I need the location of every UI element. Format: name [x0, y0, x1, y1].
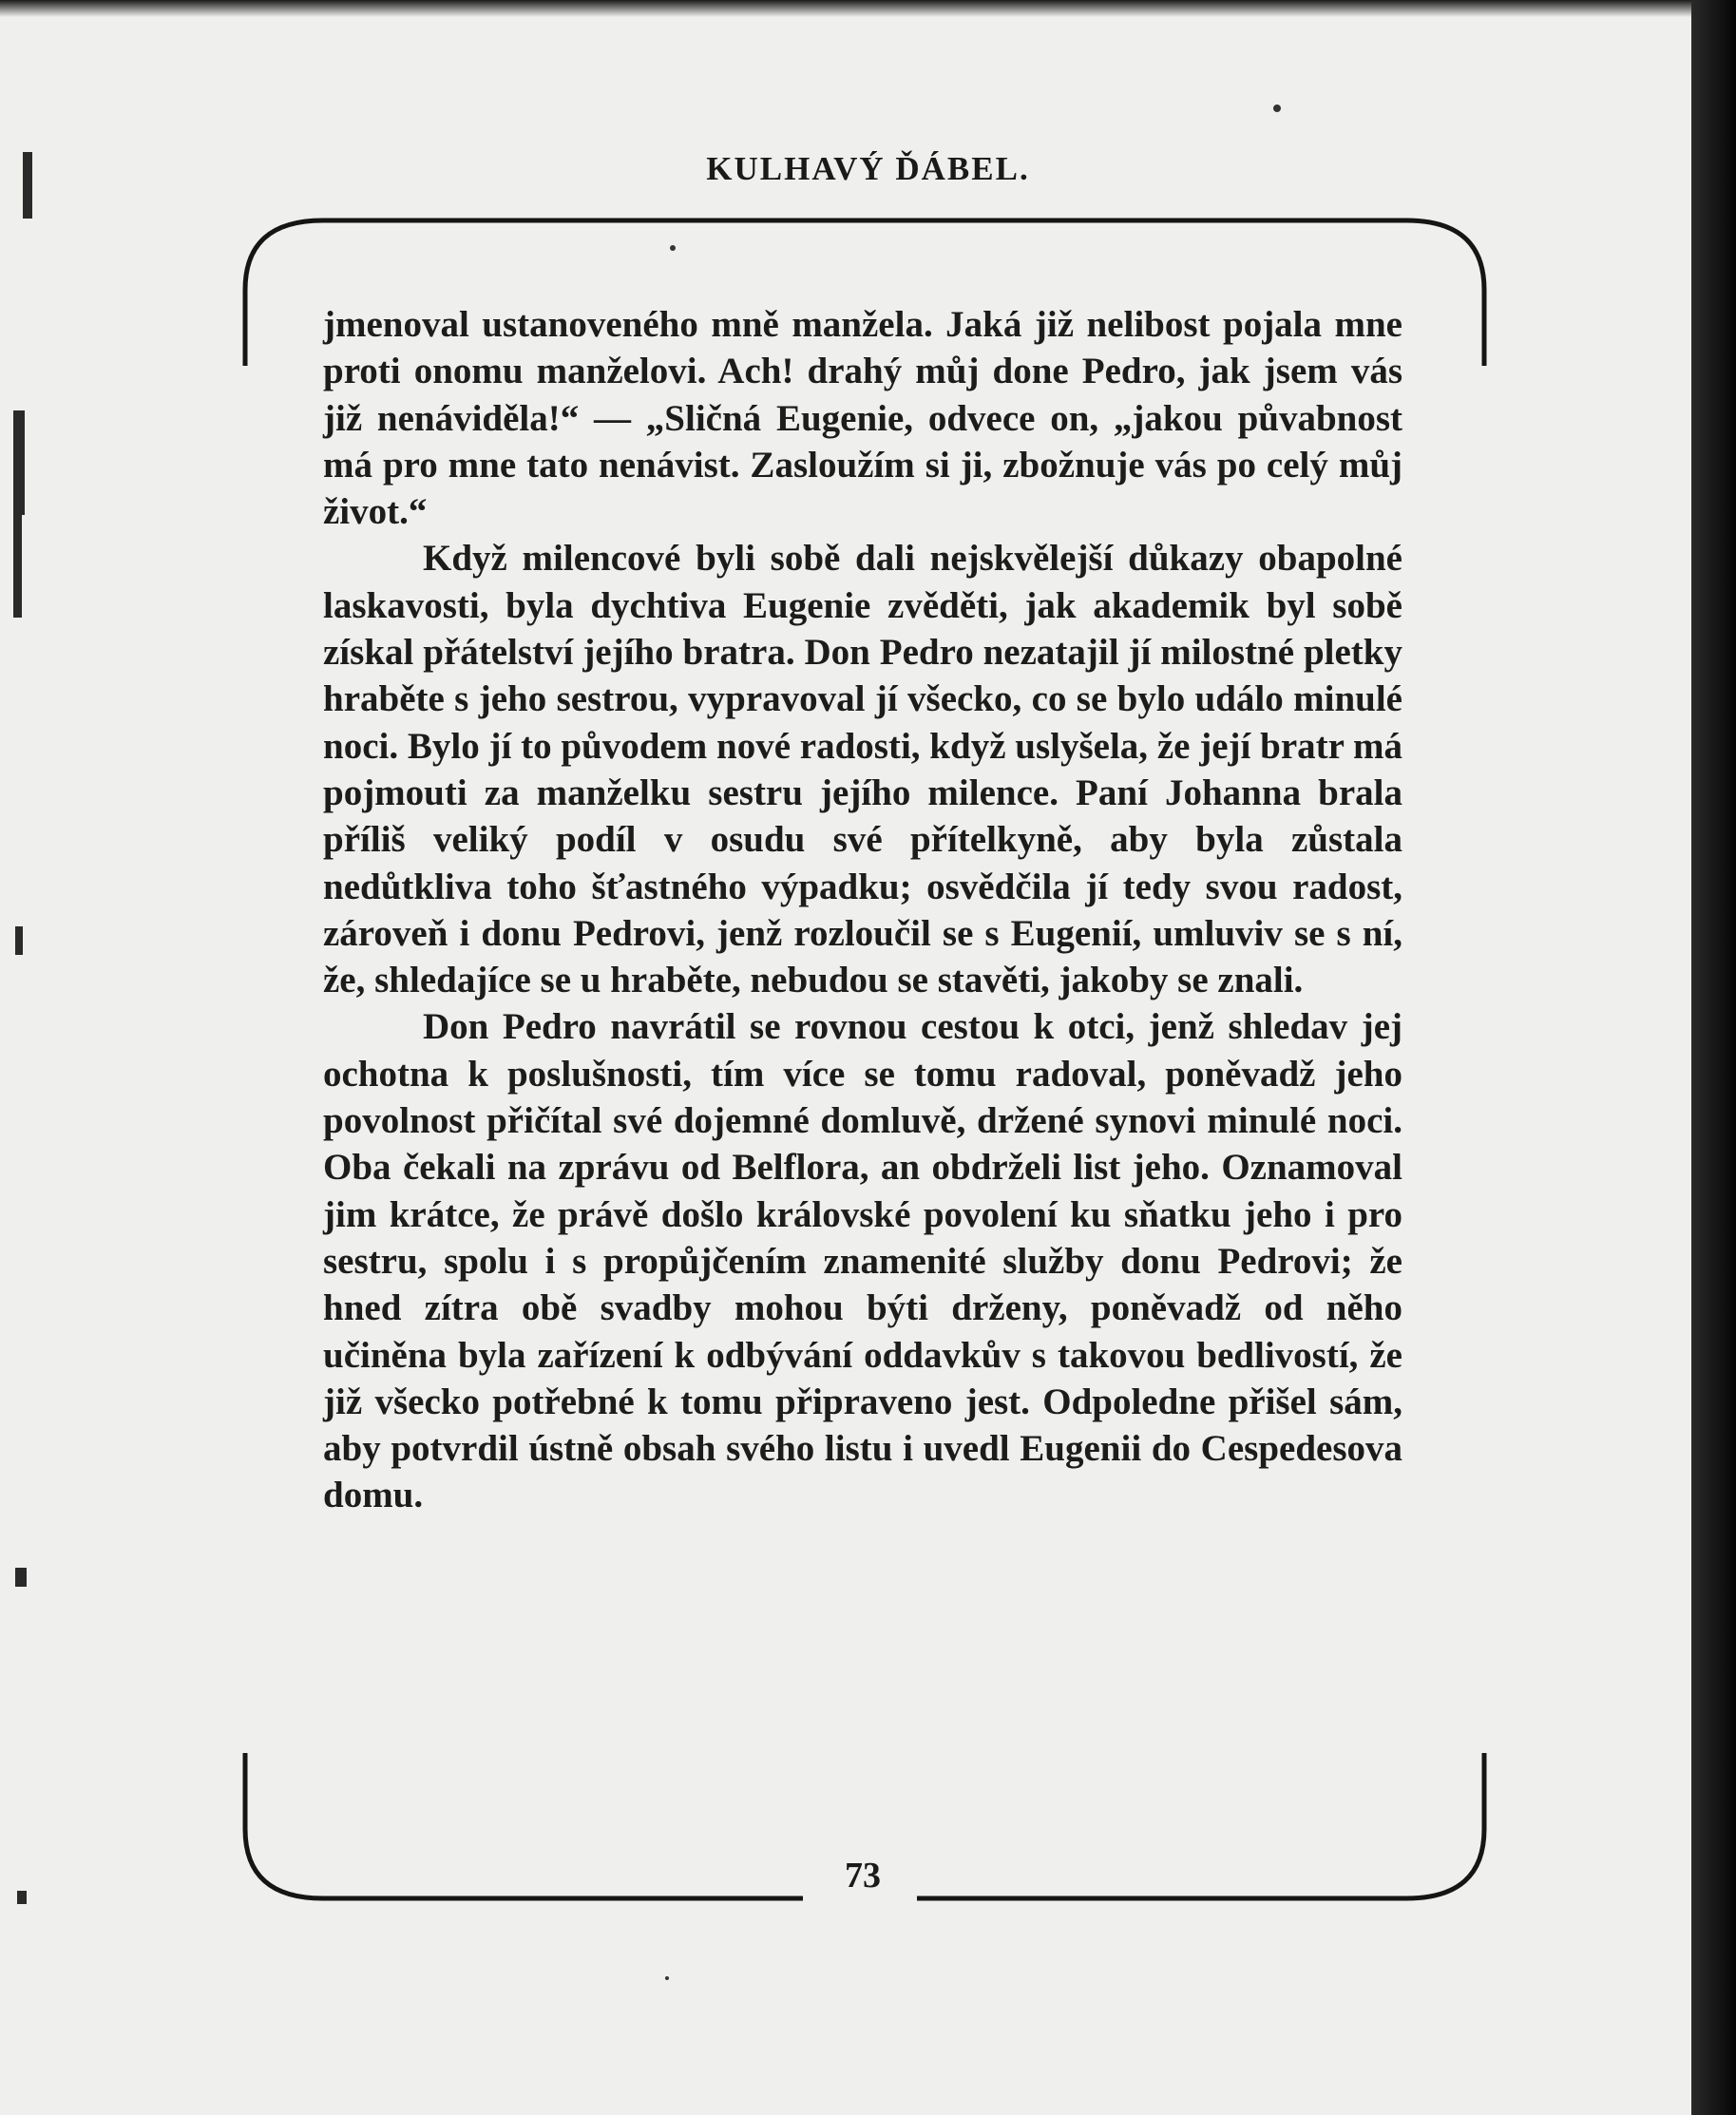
page-number: 73	[845, 1856, 881, 1896]
paragraph: Když milencové byli sobě dali nejskvělejší důkazy obapolné laskavosti, byla dychtiva Eugenie zvěděti, jak akademik byl sobě získal přátelství jejího bratra. Don Pedro nezatajil jí milostné pletky hraběte s jeho sestrou, vypravoval jí všecko, co se bylo událo minulé noci. Bylo jí to původem nové radosti, když uslyšela, že její bratr má pojmouti za manželku sestru jejího milence. Paní Johanna brala příliš veliký podíl v osudu své přítelkyně, aby byla zůstala nedůtkliva toho šťastného výpadku; osvědčila jí tedy svou radost, zároveň i donu Pedrovi, jenž rozloučil se s Eugenií, umluviv se s ní, že, shledajíce se u hraběte, nebudou se stavěti, jakoby se znali.	[323, 538, 1402, 1001]
paragraph: jmenoval ustanoveného mně manžela. Jaká již nelibost pojala mne proti onomu manželovi. Ach! drahý můj done Pedro, jak jsem vás již nenáviděla!“ — „Sličná Eugenie, odvece on, „jakou půvabnost má pro mne tato nenávist. Zasloužím si ji, zbožnuje vás po celý můj život.“	[323, 304, 1402, 533]
running-head: KULHAVÝ ĎÁBEL.	[706, 150, 1030, 187]
frame-bottom-right-rule	[917, 1753, 1484, 1898]
paragraph: Don Pedro navrátil se rovnou cestou k otci, jenž shledav jej ochotna k poslušnosti, tím více se tomu radoval, poněvadž jeho povolnost přičítal své dojemné domluvě, držené synovi minulé noci. Oba čekali na zprávu od Belflora, an obdrželi list jeho. Oznamoval jim krátce, že právě došlo královské povolení ku sňatku jeho i pro sestru, spolu i s propůjčením znamenité služby donu Pedrovi; že hned zítra obě svadby mohou býti drženy, poněvadž od něho učiněna byla zařízení k odbývání oddavkův s takovou bedlivostí, že již všecko potřebné k tomu připraveno jest. Odpoledne přišel sám, aby potvrdil ústně obsah svého listu i uvedl Eugenii do Cespedesova domu.	[323, 1006, 1402, 1516]
body-text	[323, 301, 1402, 1519]
frame-bottom-left-rule	[245, 1753, 803, 1898]
